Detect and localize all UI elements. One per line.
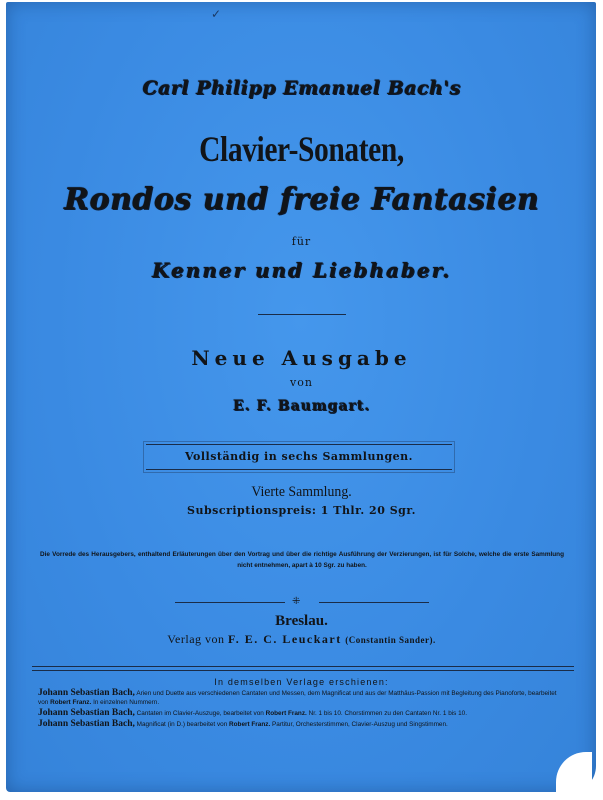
ads-list bbox=[38, 689, 566, 731]
editor-name: E. F. Baumgart. bbox=[232, 398, 371, 414]
ornament-rule-right bbox=[319, 602, 429, 603]
ad-composer: Johann Sebastian Bach, bbox=[38, 718, 135, 729]
edition-line: Neue Ausgabe bbox=[191, 346, 412, 370]
by-label: von bbox=[290, 376, 313, 389]
ad-composer: Johann Sebastian Bach, bbox=[38, 688, 135, 698]
ad-tail: Partitur, Orchesterstimmen, Clavier-Auszug und Singstimmen. bbox=[272, 720, 448, 728]
publisher-prefix: Verlag von bbox=[167, 632, 225, 646]
ad-composer: Johann Sebastian Bach, bbox=[38, 707, 135, 718]
ad-arranger: Robert Franz. bbox=[50, 698, 92, 706]
author-line: Carl Philipp Emanuel Bach's bbox=[142, 77, 461, 99]
for-label: für bbox=[291, 235, 312, 248]
paper-tear bbox=[556, 752, 592, 792]
ad-tail: In einzelnen Nummern. bbox=[93, 698, 160, 706]
ad-text: Arien und Duette aus verschiedenen Cantaten und Messen, dem Magnificat und aus der Matthäus-Passion mit Begleitung des Pianoforte, bearbeitet von bbox=[38, 690, 557, 706]
divider bbox=[258, 314, 346, 315]
ornament-icon: ⁜ bbox=[292, 596, 301, 607]
double-rule bbox=[32, 666, 574, 671]
publisher-line bbox=[0, 632, 603, 647]
volume-label: Vierte Sammlung. bbox=[251, 484, 352, 500]
ad-arranger: Robert Franz. bbox=[229, 720, 271, 728]
ornament-rule-left bbox=[175, 602, 285, 603]
audience-line: Kenner und Liebhaber. bbox=[151, 258, 452, 282]
complete-set-note: Vollständig in sechs Sammlungen. bbox=[146, 444, 452, 470]
ad-text: Cantaten im Clavier-Auszuge, bearbeitet von bbox=[136, 709, 264, 717]
cover-sheet bbox=[6, 2, 596, 792]
subscription-price: Subscriptionspreis: 1 Thlr. 20 Sgr. bbox=[187, 504, 416, 517]
preface-notice: Die Vorrede des Herausgebers, enthaltend Erläuterungen über den Vortrag und über die richtige Ausführung der Verzierungen, ist für Solche, welche die erste Sammlung nicht entnehmen, apart à 10 Sgr. zu haben. bbox=[40, 551, 564, 569]
ad-text: Magnificat (in D.) bearbeitet von bbox=[136, 720, 228, 728]
publisher-owner: (Constantin Sander). bbox=[345, 635, 436, 645]
city: Breslau. bbox=[275, 613, 328, 629]
list-item bbox=[38, 709, 566, 719]
list-item bbox=[38, 689, 566, 707]
page-title: Clavier-Sonaten, bbox=[199, 129, 404, 169]
publisher-name: F. E. C. Leuckart bbox=[228, 632, 342, 646]
ornament-divider bbox=[175, 596, 429, 608]
ads-heading: In demselben Verlage erschienen: bbox=[214, 677, 389, 687]
subtitle: Rondos und freie Fantasien bbox=[63, 182, 540, 217]
list-item bbox=[38, 720, 566, 730]
ad-tail: Nr. 1 bis 10. Chorstimmen zu den Cantaten Nr. 1 bis 10. bbox=[308, 709, 468, 717]
ad-arranger: Robert Franz. bbox=[265, 709, 307, 717]
check-mark-icon: ✓ bbox=[211, 7, 222, 21]
